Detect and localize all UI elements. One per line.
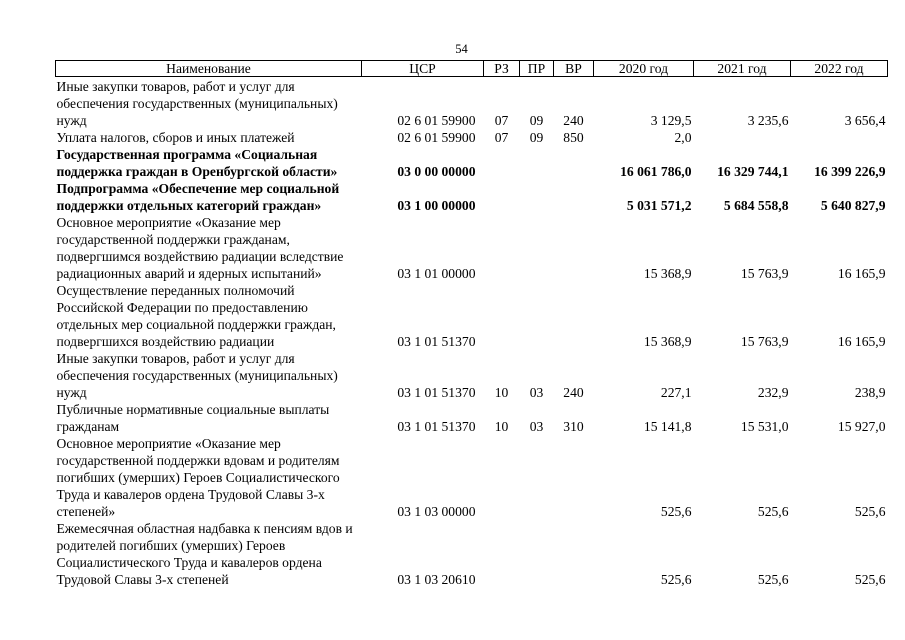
- row-pr: [520, 435, 554, 520]
- row-csr: 03 1 01 51370: [397, 419, 476, 434]
- header-csr: ЦСР: [362, 61, 484, 77]
- row-csr: 03 1 03 00000: [397, 504, 476, 519]
- row-2021: 5 684 558,8: [723, 198, 789, 213]
- table-row: [56, 435, 888, 520]
- row-2021: 15 763,9: [740, 334, 789, 349]
- row-2020: 5 031 571,2: [626, 198, 692, 213]
- row-vr: [554, 282, 594, 350]
- row-2022: 15 927,0: [837, 419, 886, 434]
- row-2022: 3 656,4: [844, 113, 886, 128]
- row-2020: 16 061 786,0: [620, 164, 692, 179]
- row-csr: 03 1 00 00000: [397, 198, 476, 213]
- row-pr: 09: [529, 113, 544, 128]
- row-vr: [554, 520, 594, 588]
- row-name: Государственная программа «Социальная поддержка граждан в Оренбургской области»: [56, 147, 338, 179]
- row-rz: 07: [494, 113, 509, 128]
- row-vr: 240: [563, 385, 584, 400]
- row-rz: 10: [494, 385, 509, 400]
- row-vr: [554, 435, 594, 520]
- row-name: Иные закупки товаров, работ и услуг для обеспечения государственных (муниципальных) нужд: [56, 79, 338, 128]
- row-2020: 15 368,9: [643, 266, 692, 281]
- table-row: [56, 520, 888, 588]
- row-2020: 525,6: [660, 572, 692, 587]
- table-row: [56, 401, 888, 435]
- row-rz: [484, 520, 520, 588]
- row-name: Уплата налогов, сборов и иных платежей: [56, 130, 295, 145]
- table-body: [56, 77, 888, 589]
- row-csr: 03 1 01 51370: [397, 334, 476, 349]
- row-csr: 03 1 03 20610: [397, 572, 476, 587]
- row-rz: [484, 146, 520, 180]
- row-rz: 07: [494, 130, 509, 145]
- row-pr: 03: [529, 419, 544, 434]
- row-2021: [694, 129, 791, 146]
- page-number: 54: [455, 42, 468, 56]
- row-pr: [520, 520, 554, 588]
- row-name: Осуществление переданных полномочий Российской Федерации по предоставлению отдельных мер социальной поддержки граждан, подвергшихся воздействию радиации: [56, 283, 336, 349]
- row-2021: 16 329 744,1: [717, 164, 789, 179]
- table-row: [56, 146, 888, 180]
- table-row: [56, 129, 888, 146]
- row-2021: 15 763,9: [740, 266, 789, 281]
- table-header: [56, 61, 888, 77]
- row-pr: 03: [529, 385, 544, 400]
- row-name: Иные закупки товаров, работ и услуг для обеспечения государственных (муниципальных) нужд: [56, 351, 338, 400]
- row-rz: [484, 282, 520, 350]
- row-2021: 525,6: [757, 572, 789, 587]
- row-vr: 240: [563, 113, 584, 128]
- row-name: Публичные нормативные социальные выплаты гражданам: [56, 402, 330, 434]
- row-pr: [520, 282, 554, 350]
- header-2022: 2022 год: [791, 61, 888, 77]
- row-2022: 238,9: [854, 385, 886, 400]
- header-2021: 2021 год: [694, 61, 791, 77]
- row-2020: 525,6: [660, 504, 692, 519]
- row-2021: 15 531,0: [740, 419, 789, 434]
- row-vr: 310: [563, 419, 584, 434]
- row-csr: 03 1 01 51370: [397, 385, 476, 400]
- row-name: Подпрограмма «Обеспечение мер социальной поддержки отдельных категорий граждан»: [56, 181, 340, 213]
- header-vr: ВР: [554, 61, 594, 77]
- row-name: Основное мероприятие «Оказание мер государственной поддержки вдовам и родителям погибших (умерших) Героев Социалистического Труда и кавалеров ордена Трудовой Славы 3-х степеней»: [56, 436, 340, 519]
- row-vr: [554, 214, 594, 282]
- row-2020: 3 129,5: [650, 113, 692, 128]
- row-2022: 5 640 827,9: [820, 198, 886, 213]
- row-rz: 10: [494, 419, 509, 434]
- row-vr: 850: [563, 130, 584, 145]
- row-csr: 03 0 00 00000: [397, 164, 476, 179]
- row-2022: 16 399 226,9: [814, 164, 886, 179]
- row-name: Основное мероприятие «Оказание мер государственной поддержки гражданам, подвергшимся воздействию радиации вследствие радиационных аварий и ядерных испытаний»: [56, 215, 344, 281]
- row-2021: 3 235,6: [747, 113, 789, 128]
- row-rz: [484, 180, 520, 214]
- table-row: [56, 350, 888, 401]
- header-name: Наименование: [56, 61, 362, 77]
- row-vr: [554, 146, 594, 180]
- row-2022: [791, 129, 888, 146]
- row-pr: [520, 180, 554, 214]
- header-rz: РЗ: [484, 61, 520, 77]
- row-2020: 15 141,8: [643, 419, 692, 434]
- row-pr: [520, 146, 554, 180]
- row-2022: 525,6: [854, 572, 886, 587]
- budget-table: [55, 60, 888, 588]
- table-row: [56, 180, 888, 214]
- table-row: [56, 214, 888, 282]
- row-2021: 232,9: [757, 385, 789, 400]
- row-csr: 03 1 01 00000: [397, 266, 476, 281]
- row-2021: 525,6: [757, 504, 789, 519]
- row-2020: 227,1: [660, 385, 692, 400]
- row-rz: [484, 214, 520, 282]
- row-rz: [484, 435, 520, 520]
- row-2020: 15 368,9: [643, 334, 692, 349]
- header-2020: 2020 год: [594, 61, 694, 77]
- row-vr: [554, 180, 594, 214]
- row-pr: [520, 214, 554, 282]
- table-row: [56, 77, 888, 130]
- row-pr: 09: [529, 130, 544, 145]
- row-2022: 525,6: [854, 504, 886, 519]
- row-2022: 16 165,9: [837, 266, 886, 281]
- row-2020: 2,0: [674, 130, 692, 145]
- row-2022: 16 165,9: [837, 334, 886, 349]
- table-row: [56, 282, 888, 350]
- row-csr: 02 6 01 59900: [397, 113, 476, 128]
- header-pr: ПР: [520, 61, 554, 77]
- row-name: Ежемесячная областная надбавка к пенсиям вдов и родителей погибших (умерших) Героев Социалистического Труда и кавалеров ордена Трудовой Славы 3-х степеней: [56, 521, 353, 587]
- row-csr: 02 6 01 59900: [397, 130, 476, 145]
